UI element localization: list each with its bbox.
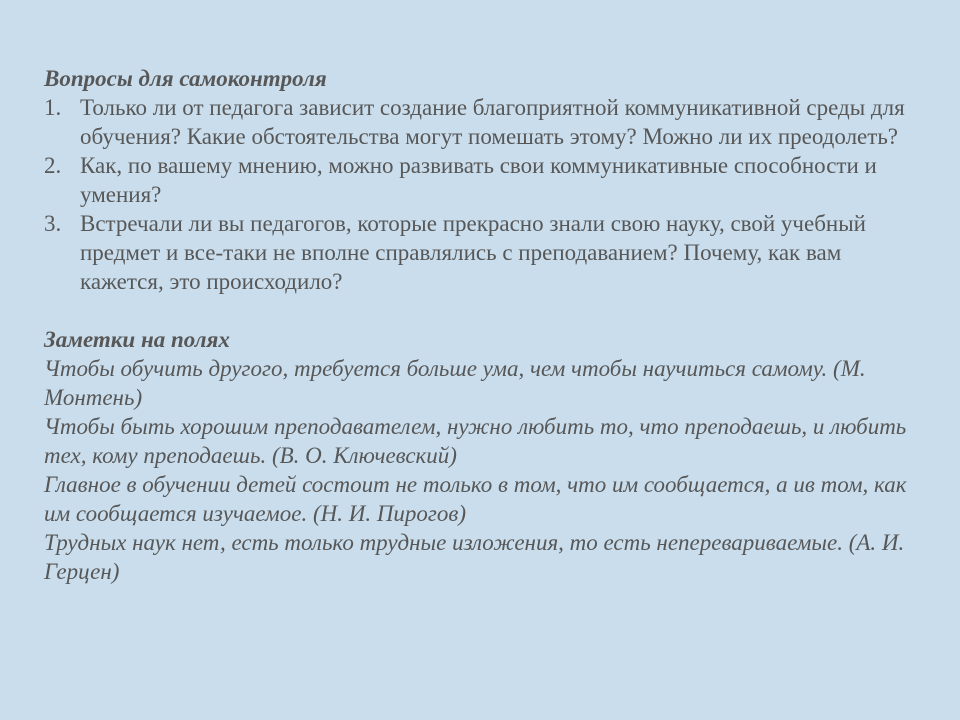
question-number: 1. <box>44 95 62 120</box>
question-item <box>44 151 934 209</box>
margin-note-quote: Чтобы быть хорошим преподавателем, нужно любить то, что преподаешь, и любить тех, кому преподаешь. (В. О. Ключевский) <box>44 414 907 468</box>
question-text: Как, по вашему мнению, можно развивать свои коммуникативные способности и умения? <box>80 153 877 207</box>
questions-list <box>44 93 934 296</box>
margin-note-quote: Чтобы обучить другого, требуется больше ума, чем чтобы научиться самому. (М. Монтень) <box>44 356 866 410</box>
questions-heading: Вопросы для самоконтроля <box>44 66 327 91</box>
question-item <box>44 209 934 296</box>
question-text: Только ли от педагога зависит создание благоприятной коммуникативной среды для обучения? Какие обстоятельства могут помешать этому? Можно ли их преодолеть? <box>80 95 905 149</box>
question-number: 2. <box>44 153 62 178</box>
margin-notes-heading: Заметки на полях <box>44 327 230 352</box>
margin-note-quote: Главное в обучении детей состоит не только в том, что им сообщается, а ив том, как им сообщается изучаемое. (Н. И. Пирогов) <box>44 472 907 526</box>
question-text: Встречали ли вы педагогов, которые прекрасно знали свою науку, свой учебный предмет и все-таки не вполне справлялись с преподаванием? Почему, как вам кажется, это происходило? <box>80 211 866 294</box>
slide-content <box>44 64 934 586</box>
margin-note-quote: Трудных наук нет, есть только трудные изложения, то есть неперевариваемые. (А. И. Герцен) <box>44 530 905 584</box>
margin-notes-list <box>44 354 934 586</box>
question-item <box>44 93 934 151</box>
section-spacer <box>44 296 934 325</box>
question-number: 3. <box>44 211 62 236</box>
